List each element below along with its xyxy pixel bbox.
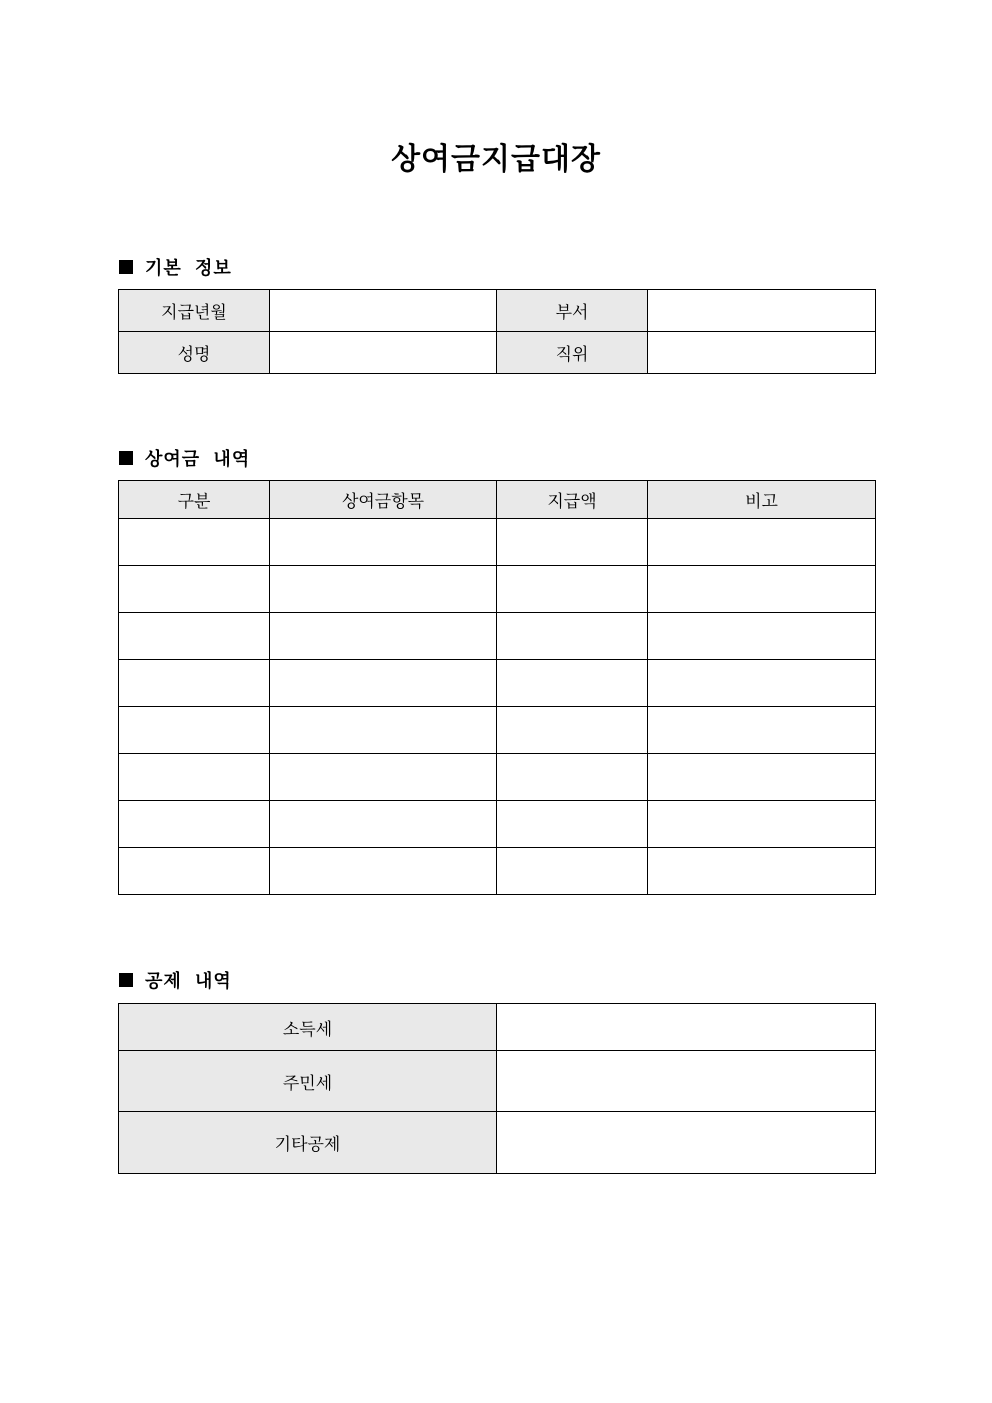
- remarks-cell[interactable]: [648, 801, 876, 848]
- table-row: [119, 519, 876, 566]
- basic-info-table: [118, 289, 876, 374]
- table-row: [119, 801, 876, 848]
- label-other-deductions: 기타공제: [119, 1112, 497, 1174]
- bonus-item-cell[interactable]: [270, 613, 497, 660]
- remarks-cell[interactable]: [648, 707, 876, 754]
- column-header-remarks: 비고: [648, 481, 876, 519]
- table-row: [119, 754, 876, 801]
- bonus-item-cell[interactable]: [270, 707, 497, 754]
- section-title: 기본 정보: [145, 258, 232, 279]
- amount-cell[interactable]: [497, 519, 648, 566]
- bonus-item-cell[interactable]: [270, 848, 497, 895]
- table-row: [119, 290, 876, 332]
- name-field[interactable]: [270, 332, 497, 374]
- bonus-item-cell[interactable]: [270, 660, 497, 707]
- bonus-item-cell[interactable]: [270, 566, 497, 613]
- label-pay-month: 지급년월: [119, 290, 270, 332]
- pay-month-field[interactable]: [270, 290, 497, 332]
- page-title: 상여금지급대장: [391, 142, 601, 177]
- amount-cell[interactable]: [497, 754, 648, 801]
- square-bullet-icon: [119, 260, 133, 274]
- category-cell[interactable]: [119, 754, 270, 801]
- square-bullet-icon: [119, 973, 133, 987]
- section-heading-deductions: [119, 967, 232, 993]
- section-title: 공제 내역: [145, 971, 232, 992]
- table-row: [119, 1112, 876, 1174]
- table-row: [119, 566, 876, 613]
- amount-cell[interactable]: [497, 848, 648, 895]
- category-cell[interactable]: [119, 801, 270, 848]
- category-cell[interactable]: [119, 613, 270, 660]
- table-row: [119, 1004, 876, 1051]
- amount-cell[interactable]: [497, 707, 648, 754]
- table-row: [119, 613, 876, 660]
- category-cell[interactable]: [119, 707, 270, 754]
- category-cell[interactable]: [119, 519, 270, 566]
- department-field[interactable]: [648, 290, 876, 332]
- section-heading-bonus-details: [119, 445, 250, 471]
- deductions-table: [118, 1003, 876, 1174]
- category-cell[interactable]: [119, 848, 270, 895]
- category-cell[interactable]: [119, 566, 270, 613]
- label-name: 성명: [119, 332, 270, 374]
- table-row: [119, 332, 876, 374]
- remarks-cell[interactable]: [648, 613, 876, 660]
- bonus-details-table: [118, 480, 876, 895]
- table-row: [119, 1051, 876, 1112]
- label-position: 직위: [497, 332, 648, 374]
- resident-tax-field[interactable]: [497, 1051, 876, 1112]
- position-field[interactable]: [648, 332, 876, 374]
- section-heading-basic-info: [119, 254, 232, 280]
- amount-cell[interactable]: [497, 566, 648, 613]
- column-header-amount: 지급액: [497, 481, 648, 519]
- column-header-bonus-item: 상여금항목: [270, 481, 497, 519]
- label-resident-tax: 주민세: [119, 1051, 497, 1112]
- bonus-item-cell[interactable]: [270, 801, 497, 848]
- remarks-cell[interactable]: [648, 848, 876, 895]
- amount-cell[interactable]: [497, 613, 648, 660]
- table-header-row: [119, 481, 876, 519]
- bonus-item-cell[interactable]: [270, 754, 497, 801]
- remarks-cell[interactable]: [648, 660, 876, 707]
- income-tax-field[interactable]: [497, 1004, 876, 1051]
- square-bullet-icon: [119, 451, 133, 465]
- category-cell[interactable]: [119, 660, 270, 707]
- other-deductions-field[interactable]: [497, 1112, 876, 1174]
- amount-cell[interactable]: [497, 660, 648, 707]
- table-row: [119, 707, 876, 754]
- label-department: 부서: [497, 290, 648, 332]
- table-row: [119, 848, 876, 895]
- remarks-cell[interactable]: [648, 754, 876, 801]
- remarks-cell[interactable]: [648, 566, 876, 613]
- column-header-category: 구분: [119, 481, 270, 519]
- label-income-tax: 소득세: [119, 1004, 497, 1051]
- section-title: 상여금 내역: [145, 449, 251, 470]
- bonus-item-cell[interactable]: [270, 519, 497, 566]
- remarks-cell[interactable]: [648, 519, 876, 566]
- table-row: [119, 660, 876, 707]
- amount-cell[interactable]: [497, 801, 648, 848]
